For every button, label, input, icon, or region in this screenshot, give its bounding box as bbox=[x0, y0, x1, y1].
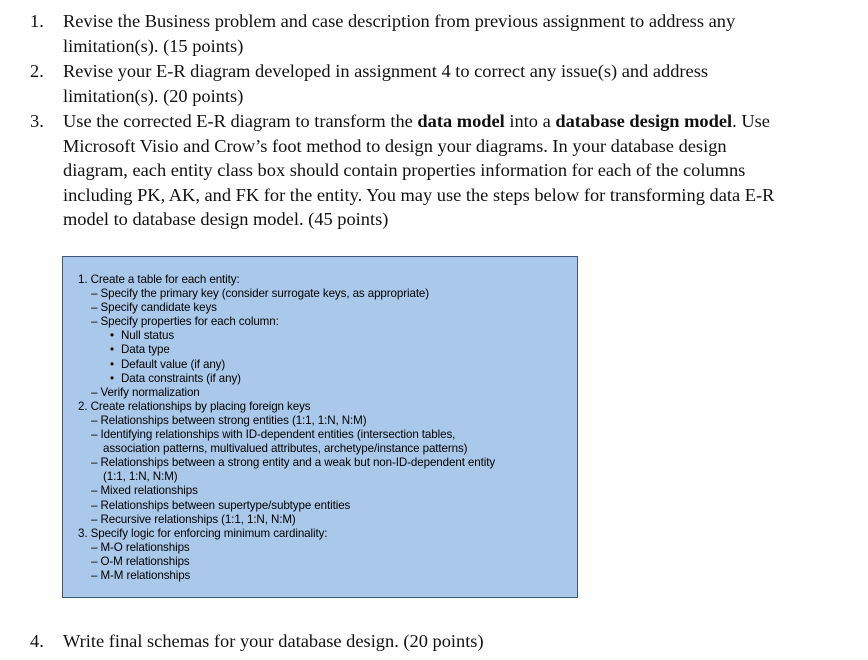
bullet-icon: • bbox=[110, 357, 114, 371]
list-item-text: Write final schemas for your database design. (20 points) bbox=[63, 631, 484, 651]
list-number: 4. bbox=[30, 631, 44, 651]
step-line: – M-O relationships bbox=[91, 540, 190, 554]
text-segment: Use the corrected E-R diagram to transform the bbox=[63, 111, 418, 131]
bullet-line bbox=[63, 343, 577, 357]
bullet-text: Data type bbox=[121, 343, 170, 357]
list-item-text: Revise the Business problem and case description from previous assignment to address any limitation(s). (15 points) bbox=[63, 11, 736, 56]
list-item-text: Revise your E-R diagram developed in assignment 4 to correct any issue(s) and address limitation(s). (20 points) bbox=[63, 61, 709, 106]
bullet-icon: • bbox=[110, 371, 114, 385]
text-segment: into a bbox=[504, 111, 556, 131]
step-line: – Specify candidate keys bbox=[91, 301, 217, 315]
step-line: – Recursive relationships (1:1, 1:N, N:M) bbox=[91, 512, 296, 526]
list-item-3 bbox=[20, 109, 780, 232]
step-line: – M-M relationships bbox=[91, 568, 191, 582]
bullet-text: Default value (if any) bbox=[121, 357, 226, 371]
list-item-4 bbox=[20, 629, 780, 654]
step-line: – O-M relationships bbox=[91, 554, 190, 568]
step-line-continuation: (1:1, 1:N, N:M) bbox=[103, 470, 178, 484]
bullet-line bbox=[63, 372, 577, 386]
list-item-1 bbox=[20, 9, 780, 58]
step-heading: 1. Create a table for each entity: bbox=[78, 273, 240, 286]
step-heading: 3. Specify logic for enforcing minimum cardinality: bbox=[78, 526, 328, 540]
step-heading: 2. Create relationships by placing foreign keys bbox=[78, 399, 311, 413]
step-line: – Relationships between supertype/subtype entities bbox=[91, 498, 351, 512]
list-item-text bbox=[63, 109, 780, 232]
step-line: – Specify the primary key (consider surrogate keys, as appropriate) bbox=[91, 287, 430, 301]
bullet-icon: • bbox=[110, 329, 114, 343]
text-segment: . Use Microsoft Visio and Crow’s foot method to design your diagrams. In your database design diagram, each entity class box should contain properties information for each of the columns including PK, AK, and FK for the entity. You may use the steps below for transforming data E-R model to database design model. (45 points) bbox=[63, 111, 775, 230]
step-line: – Identifying relationships with ID-dependent entities (intersection tables, bbox=[91, 428, 456, 442]
step-line: – Mixed relationships bbox=[91, 484, 198, 498]
bold-term-database-design-model: database design model bbox=[555, 111, 733, 131]
list-number: 1. bbox=[30, 11, 44, 31]
step-line: – Relationships between strong entities (1:1, 1:N, N:M) bbox=[91, 413, 367, 427]
list-item-2 bbox=[20, 59, 780, 108]
step-line: – Specify properties for each column: bbox=[91, 315, 279, 329]
bullet-text: Data constraints (if any) bbox=[121, 371, 241, 385]
bullet-line bbox=[63, 358, 577, 372]
bullet-text: Null status bbox=[121, 329, 175, 343]
step-line: – Relationships between a strong entity and a weak but non-ID-dependent entity bbox=[91, 456, 496, 470]
list-number: 2. bbox=[30, 61, 44, 81]
bullet-icon: • bbox=[110, 343, 114, 357]
list-number: 3. bbox=[30, 111, 44, 131]
bullet-line bbox=[63, 329, 577, 343]
transformation-steps-box bbox=[62, 256, 578, 598]
step-line: – Verify normalization bbox=[91, 385, 200, 399]
bold-term-data-model: data model bbox=[417, 111, 505, 131]
step-line-continuation: association patterns, multivalued attributes, archetype/instance patterns) bbox=[103, 442, 468, 456]
